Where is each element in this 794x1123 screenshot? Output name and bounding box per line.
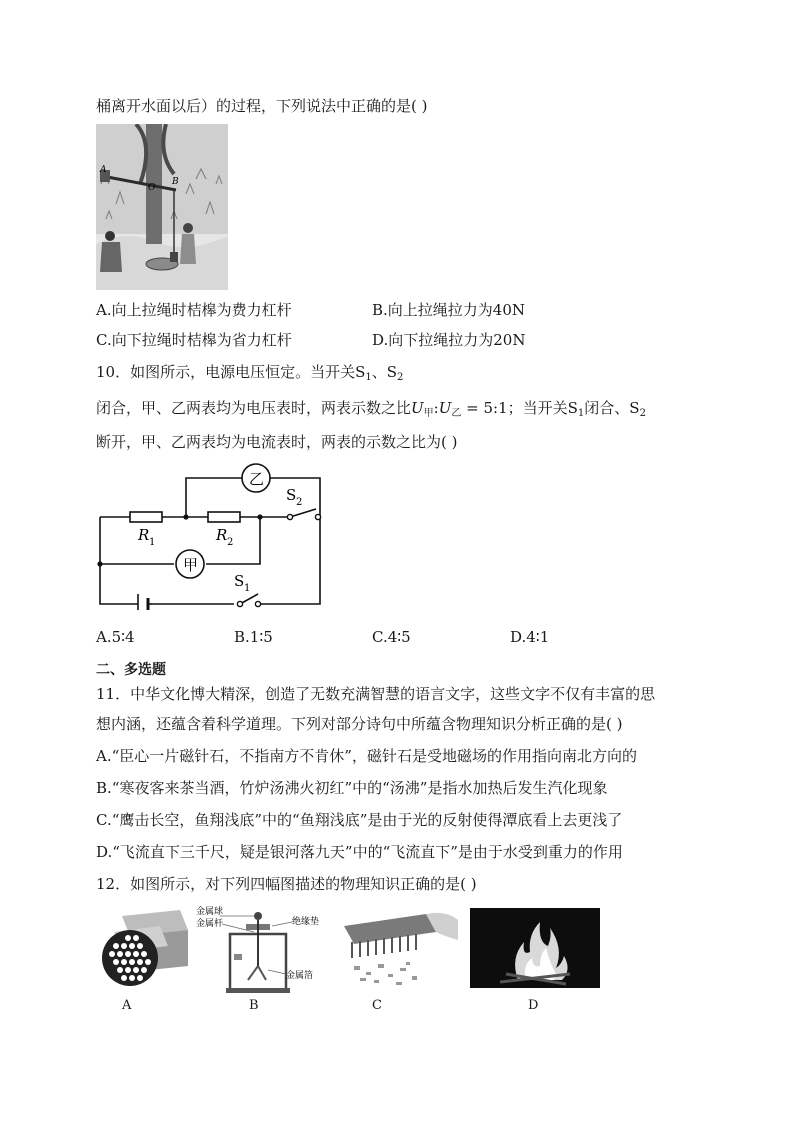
q11-option-d: D.“飞流直下三千尺，疑是银河落九天”中的“飞流直下”是由于水受到重力的作用 [96,843,623,861]
r1-label: R [138,526,150,544]
meter-jia-label: 甲 [183,556,199,574]
q11-option-b: B.“寒夜客来茶当酒，竹炉汤沸火初红”中的“汤沸”是指水加热后发生汽化现象 [96,779,608,797]
q10-option-a: A.5∶4 [96,628,135,646]
label-B: B [172,177,179,187]
r2-label: R [216,526,228,544]
q12-stem: 12．如图所示，对下列四幅图描述的物理知识正确的是( ) [96,875,477,893]
q11-option-c: C.“鹰击长空，鱼翔浅底”中的“鱼翔浅底”是由于光的反射使得潭底看上去更浅了 [96,811,623,829]
q10-stem-line3: 断开，甲、乙两表均为电流表时，两表的示数之比为( ) [96,433,458,451]
q9-option-d: D.向下拉绳拉力为20N [372,331,526,349]
q12-figure-d-fire [470,908,600,988]
q9-option-a: A.向上拉绳时桔槔为费力杠杆 [96,301,292,319]
q12-caption-d: D [528,998,539,1013]
meter-yi-label: 乙 [249,470,265,488]
s1-label: S [234,572,245,590]
r1-sub: 1 [149,537,156,548]
q10-option-b: B.1∶5 [234,628,273,646]
q10-stem-line2: 闭合，甲、乙两表均为电压表时，两表示数之比$U_甲:U_乙$ = 5:1；当开关$S_1$闭合、$S_2$ [96,399,646,419]
q12-figure-a-lattice [100,906,190,988]
label-metal-rod: 金属杆 [196,919,224,929]
q12-figure-b-electroscope [196,906,346,994]
r2-sub: 2 [227,537,234,548]
q12-caption-a: A [122,998,132,1013]
q10-stem-line1: 10．如图所示，电源电压恒定。当开关$S_1$、$S_2$ [96,363,404,383]
q12-caption-b: B [249,998,259,1013]
label-metal-foil: 金属箔 [286,971,314,981]
q11-stem-line2: 想内涵，还蕴含着科学道理。下列对部分诗句中所蕴含物理知识分析正确的是( ) [96,715,623,733]
q12-figure-c-comb [340,906,460,990]
s2-label: S [286,486,297,504]
label-metal-ball: 金属球 [196,907,224,917]
label-O: O [148,183,156,193]
q11-option-a: A.“臣心一片磁针石，不指南方不肯休”，磁针石是受地磁场的作用指向南北方向的 [96,747,637,765]
q9-option-c: C.向下拉绳时桔槔为省力杠杆 [96,331,292,349]
well-sweep-illustration [96,124,228,290]
q9-option-b: B.向上拉绳拉力为40N [372,301,526,319]
label-A: A [100,165,107,175]
paper-scraps [354,962,417,985]
q10-option-d: D.4∶1 [510,628,550,646]
circuit-diagram [90,460,330,610]
q12-caption-c: C [372,998,382,1013]
q10-option-c: C.4∶5 [372,628,411,646]
q9-stem-continuation: 桶离开水面以后）的过程，下列说法中正确的是( ) [96,97,428,115]
q11-stem-line1: 11．中华文化博大精深，创造了无数充满智慧的语言文字，这些文字不仅有丰富的思 [96,685,656,703]
s1-sub: 1 [244,583,251,594]
s2-sub: 2 [296,497,303,508]
section-heading-multi-choice: 二、多选题 [96,662,166,678]
label-insulating-pad: 绝缘垫 [292,917,320,927]
